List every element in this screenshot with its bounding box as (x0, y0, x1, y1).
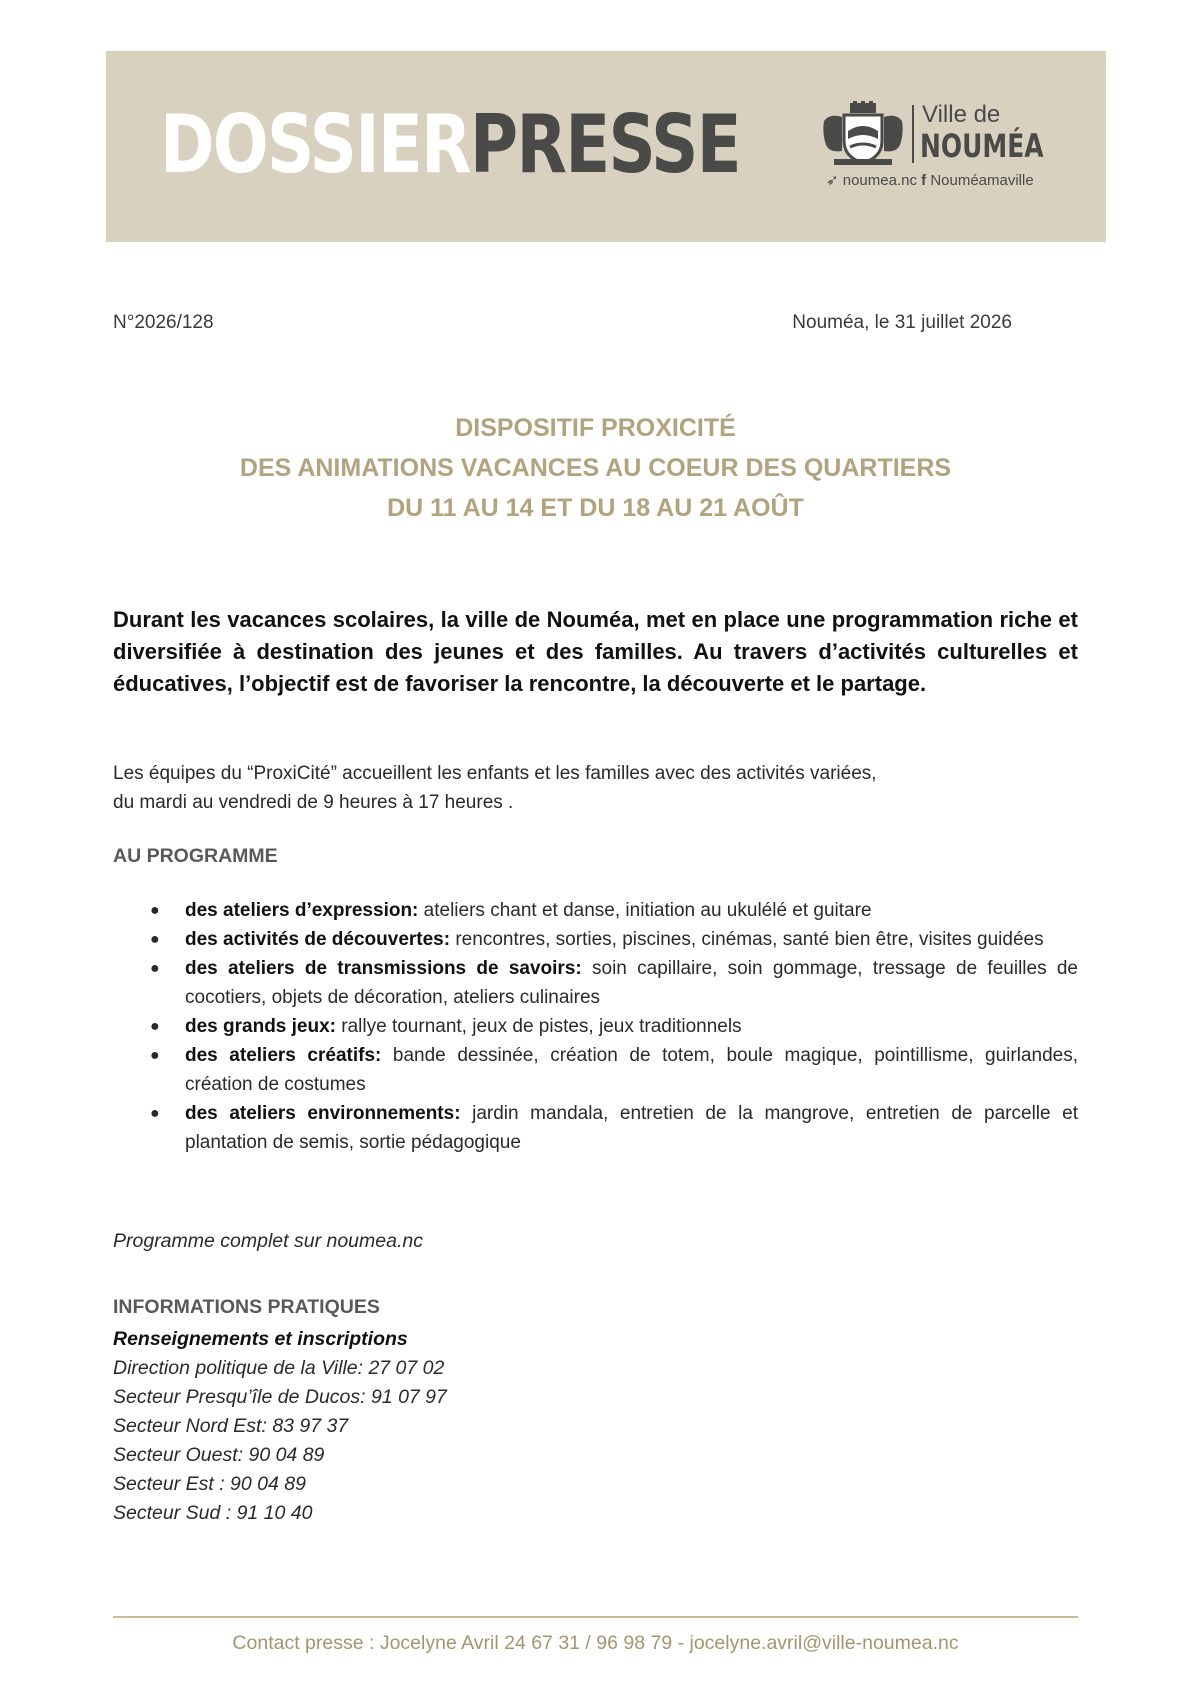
facebook-icon: f (921, 172, 931, 189)
logo-facebook-text: Nouméamaville (930, 172, 1034, 189)
bullet-icon: ● (150, 960, 160, 977)
contact-lead: Renseignements et inscriptions (113, 1328, 408, 1350)
contact-list (113, 1325, 447, 1528)
list-item-text: rencontres, sorties, piscines, cinémas, santé bien être, visites guidées (450, 929, 1044, 950)
program-list (113, 896, 1078, 1157)
list-item-text: bande dessinée, création de totem, boule magique, pointillisme, guirlandes, création de costumes (185, 1045, 1079, 1095)
list-item (113, 925, 1078, 954)
footer-divider (113, 1616, 1078, 1618)
bullet-icon: ● (150, 1105, 160, 1122)
brand-word-presse: PRESSE (470, 98, 740, 191)
logo-ville-text: Ville de (922, 101, 1001, 128)
contact-line: Direction politique de la Ville: 27 07 02 (113, 1357, 445, 1379)
body-paragraph (113, 759, 1078, 817)
list-item-text: soin capillaire, soin gommage, tressage de feuilles de cocotiers, objets de décoration, ateliers culinaires (185, 958, 1078, 1008)
program-heading: AU PROGRAMME (113, 845, 278, 867)
body-paragraph-line-1: Les équipes du “ProxiCité” accueillent les enfants et les familles avec des activités variées, (113, 763, 877, 784)
list-item (113, 896, 1078, 925)
body-paragraph-line-2: du mardi au vendredi de 9 heures à 17 heures . (113, 792, 514, 813)
city-crest-icon (820, 101, 906, 167)
list-item (113, 954, 1078, 1012)
city-logo (820, 101, 1080, 191)
brand-title (160, 97, 740, 193)
program-online-note: Programme complet sur noumea.nc (113, 1230, 423, 1252)
list-item-text: rallye tournant, jeux de pistes, jeux traditionnels (336, 1016, 742, 1037)
logo-divider (912, 105, 914, 163)
title-line-2: DES ANIMATIONS VACANCES AU COEUR DES QUARTIERS (239, 454, 952, 482)
list-item (113, 1012, 1078, 1041)
bullet-icon: ● (150, 1018, 160, 1035)
bullet-icon: ● (150, 931, 160, 948)
list-item (113, 1099, 1078, 1157)
list-item (113, 1041, 1078, 1099)
header-banner (106, 51, 1106, 242)
brand-word-dossier: DOSSIER (160, 98, 471, 191)
document-titles (113, 408, 1078, 528)
contact-line: Secteur Nord Est: 83 97 37 (113, 1415, 349, 1437)
contact-line: Secteur Est : 90 04 89 (113, 1473, 306, 1495)
list-item-label: des ateliers d’expression: (185, 900, 419, 921)
contact-line: Secteur Sud : 91 10 40 (113, 1502, 313, 1524)
bullet-icon: ● (150, 902, 160, 919)
title-line-1: DISPOSITIF PROXICITÉ (455, 414, 736, 442)
list-item-label: des ateliers de transmissions de savoirs: (185, 958, 582, 979)
press-contact-footer: Contact presse : Jocelyne Avril 24 67 31 / 96 98 79 - jocelyne.avril@ville-noumea.nc (232, 1632, 959, 1654)
logo-city-text: NOUMÉA (920, 127, 1044, 165)
list-item-label: des ateliers créatifs: (185, 1045, 382, 1066)
list-item-label: des ateliers environnements: (185, 1103, 461, 1124)
title-line-3: DU 11 AU 14 ET DU 18 AU 21 AOÛT (387, 494, 804, 522)
logo-links (826, 171, 1034, 189)
info-heading: INFORMATIONS PRATIQUES (113, 1296, 380, 1318)
press-release-number: N°2026/128 (113, 312, 214, 333)
logo-site-text: noumea.nc (842, 172, 917, 189)
contact-line: Secteur Ouest: 90 04 89 (113, 1444, 325, 1466)
bullet-icon: ● (150, 1047, 160, 1064)
globe-icon: ➶ (826, 172, 839, 189)
list-item-text: ateliers chant et danse, initiation au ukulélé et guitare (418, 900, 872, 921)
list-item-label: des activités de découvertes: (185, 929, 451, 950)
press-release-date: Nouméa, le 31 juillet 2026 (792, 312, 1012, 333)
list-item-text: jardin mandala, entretien de la mangrove, entretien de parcelle et plantation de semis, sortie pédagogique (185, 1103, 1078, 1153)
intro-paragraph: Durant les vacances scolaires, la ville de Nouméa, met en place une programmation riche et diversifiée à destination des jeunes et des familles. Au travers d’activités culturelles et éducatives, l’objectif est de favoriser la rencontre, la découverte et le partage. (113, 607, 1078, 696)
list-item-label: des grands jeux: (185, 1016, 336, 1037)
contact-line: Secteur Presqu’île de Ducos: 91 07 97 (113, 1386, 447, 1408)
